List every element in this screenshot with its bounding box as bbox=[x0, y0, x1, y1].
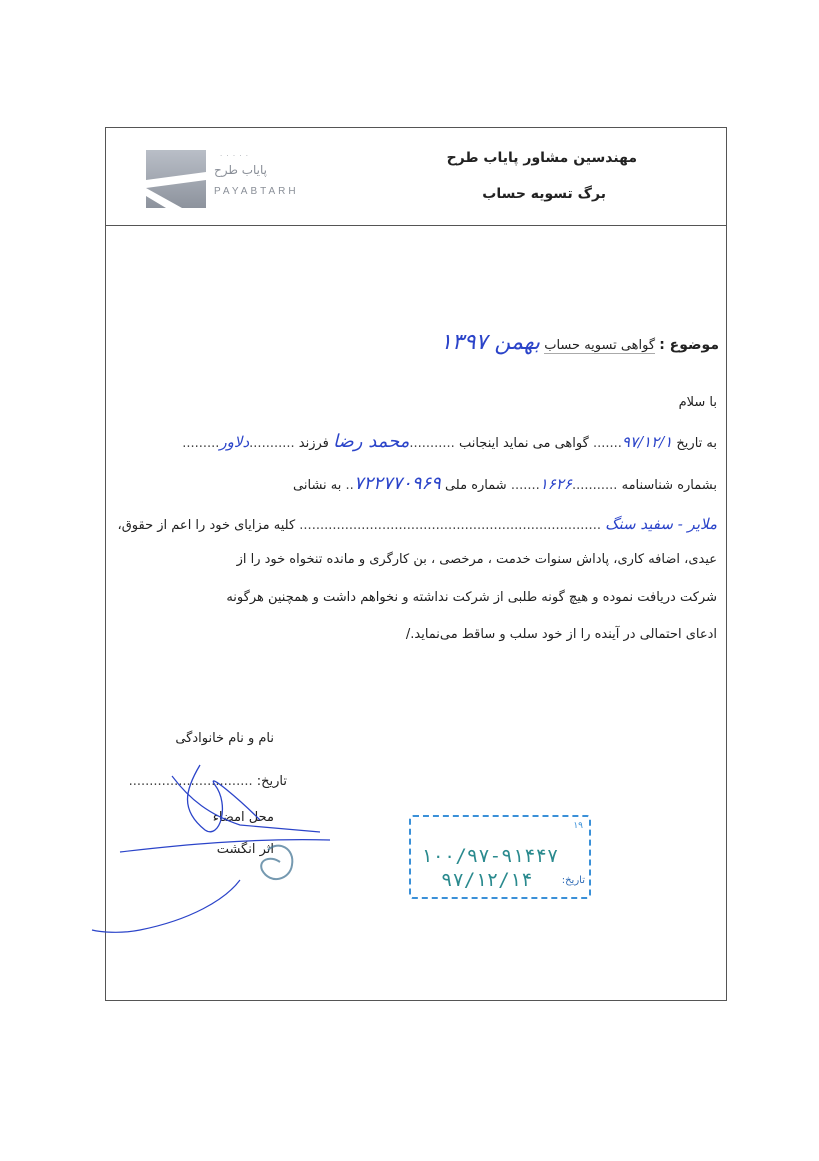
body-line-5: شرکت دریافت نموده و هیچ گونه طلبی از شرکت نداشته و نخواهم داشت و همچنین هرگونه bbox=[226, 590, 717, 605]
subject-label: موضوع : bbox=[659, 337, 719, 353]
logo-small-text: · · · · · bbox=[220, 152, 250, 160]
line2-suffix: به نشانی bbox=[293, 478, 342, 493]
subject-handwritten: بهمن ۱۳۹۷ bbox=[440, 330, 541, 355]
line2-id-handwritten: ۱۶۲۶ bbox=[539, 475, 572, 493]
subject-line bbox=[440, 330, 719, 355]
logo-persian-text: پایاب طرح bbox=[214, 163, 268, 177]
body-line-1: به تاریخ ۹۷/۱۲/۱....... گواهی می نماید اینجانب ...........محمد رضا فرزند ...........دلاور......... bbox=[182, 431, 717, 452]
line2-prefix: بشماره شناسنامه bbox=[621, 478, 717, 493]
registration-stamp bbox=[409, 815, 591, 899]
logo-english-text: PAYABTARH bbox=[214, 186, 299, 197]
company-logo-icon bbox=[146, 150, 206, 208]
line1-date-handwritten: ۹۷/۱۲/۱ bbox=[621, 433, 673, 451]
signature-date-label: تاریخ: bbox=[256, 774, 287, 789]
subject-value: گواهی تسویه حساب bbox=[544, 338, 656, 353]
line1-mid1: گواهی می نماید اینجانب bbox=[458, 436, 589, 451]
body-line-2: بشماره شناسنامه ...........۱۶۲۶....... شماره ملی ۷۲۲۷۷۰۹۶۹.. به نشانی bbox=[293, 473, 717, 494]
header-divider bbox=[105, 225, 727, 226]
body-line-4: عیدی، اضافه کاری، پاداش سنوات خدمت ، مرخصی ، بن کارگری و مانده تنخواه خود را از bbox=[236, 552, 717, 567]
body-line-3: ملایر - سفید سنگ ......................................................................... کلیه مزایای خود را اعم از حقوق، bbox=[117, 515, 717, 533]
line1-mid2: فرزند bbox=[298, 436, 329, 451]
fingerprint-label: اثر انگشت bbox=[216, 842, 274, 857]
line3-text: کلیه مزایای خود را اعم از حقوق، bbox=[117, 518, 296, 533]
line3-address-handwritten: ملایر - سفید سنگ bbox=[605, 515, 717, 533]
line1-prefix: به تاریخ bbox=[676, 436, 717, 451]
form-title: برگ تسویه حساب bbox=[482, 186, 606, 202]
stamp-number-handwritten: ۱۰۰/۹۷-۹۱۴۴۷ bbox=[421, 845, 559, 867]
line2-national-handwritten: ۷۲۲۷۷۰۹۶۹ bbox=[353, 473, 441, 494]
body-line-6: ادعای احتمالی در آینده را از خود سلب و ساقط می‌نماید./ bbox=[405, 627, 717, 642]
line1-name-handwritten: محمد رضا bbox=[333, 431, 410, 452]
company-name: مهندسین مشاور پایاب طرح bbox=[446, 150, 637, 166]
line1-father-handwritten: دلاور bbox=[219, 433, 250, 451]
stamp-date-label: تاریخ: bbox=[561, 875, 585, 886]
signature-name-label: نام و نام خانوادگی bbox=[175, 731, 274, 746]
signature-date-line: تاریخ: .............................. bbox=[128, 774, 287, 789]
line2-mid: شماره ملی bbox=[444, 478, 507, 493]
stamp-top-text: ۱۹ bbox=[573, 821, 583, 831]
greeting: با سلام bbox=[678, 395, 717, 410]
signature-place-label: محل امضاء bbox=[212, 810, 274, 825]
stamp-date-handwritten: ۹۷/۱۲/۱۴ bbox=[441, 869, 533, 891]
